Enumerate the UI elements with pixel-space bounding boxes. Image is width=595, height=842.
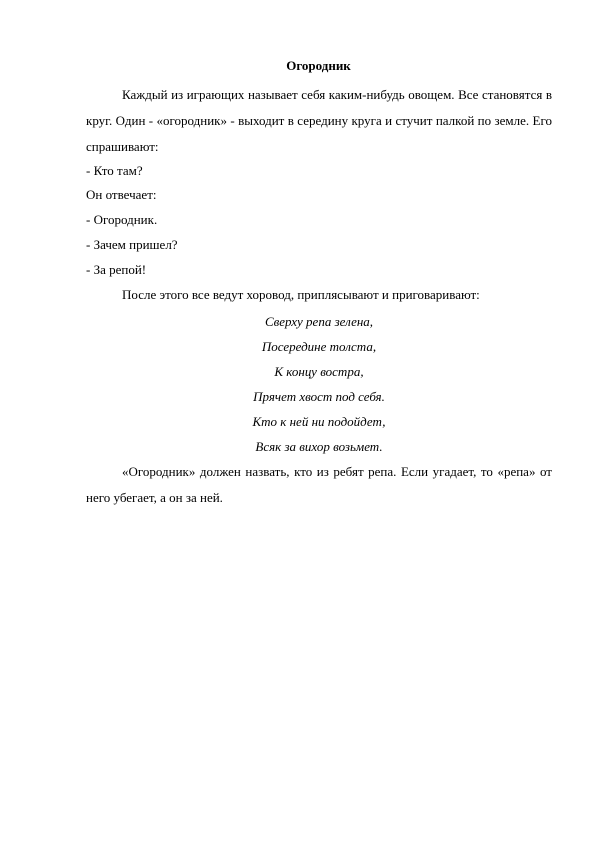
page-title: Огородник [286, 58, 351, 73]
verse-line-1: Сверху репа зелена, [264, 314, 374, 329]
verse-line-2: Посередине толста, [261, 339, 377, 354]
intro-paragraph [86, 82, 552, 160]
intro-paragraph-text: Каждый из играющих называет себя каким-нибудь овощем. Все становятся в круг. Один - «огородник» - выходит в середину круга и стучит палкой по земле. Его спрашивают: [86, 87, 552, 154]
dialogue-line-3: - Огородник. [86, 212, 158, 227]
dialogue-line-1: - Кто там? [86, 163, 143, 178]
verse-line-6: Всяк за вихор возьмет. [255, 439, 383, 454]
dialogue-line-2: Он отвечает: [86, 187, 157, 202]
dance-paragraph [86, 282, 552, 308]
dance-paragraph-text: После этого все ведут хоровод, приплясывают и приговаривают: [122, 287, 480, 302]
dialogue-line-4: - Зачем пришел? [86, 237, 178, 252]
verse-line-3: К концу востра, [274, 364, 364, 379]
dialogue-line-5: - За репой! [86, 262, 147, 277]
verse-line-4: Прячет хвост под себя. [253, 389, 385, 404]
ending-paragraph-text: «Огородник» должен назвать, кто из ребят репа. Если угадает, то «репа» от него убегает, а он за ней. [86, 464, 552, 505]
verse-line-5: Кто к ней ни подойдет, [252, 414, 386, 429]
ending-paragraph [86, 459, 552, 511]
